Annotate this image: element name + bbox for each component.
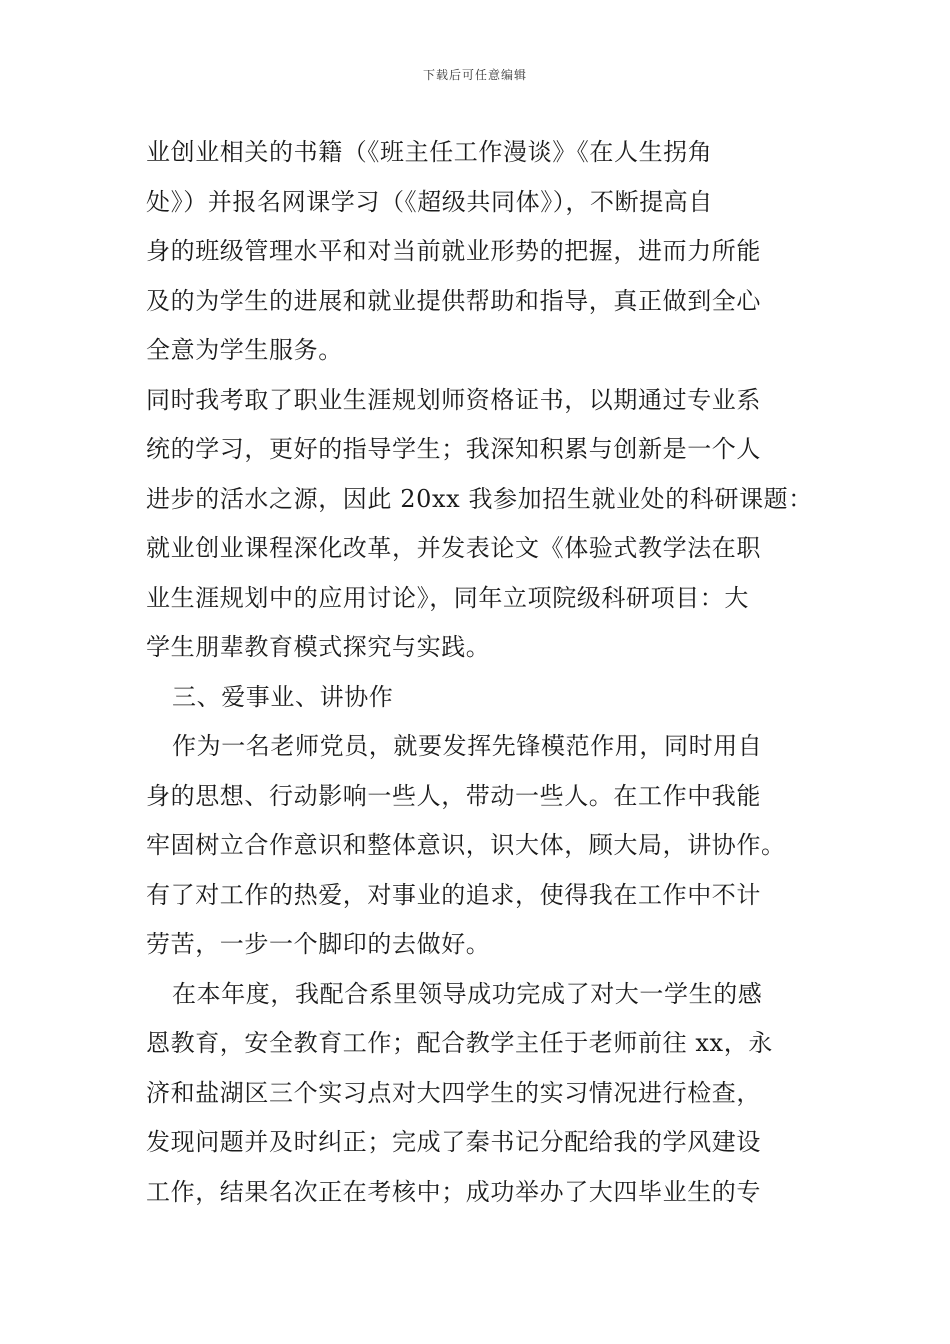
text-line: 及的为学生的进展和就业提供帮助和指导，真正做到全心: [146, 286, 761, 315]
text-line: 全意为学生服务。: [146, 336, 343, 364]
text-line: 工作，结果名次正在考核中；成功举办了大四毕业生的专: [146, 1177, 761, 1206]
text-line: 身的班级管理水平和对当前就业形势的把握，进而力所能: [146, 237, 761, 265]
text-line: 身的思想、行动影响一些人，带动一些人。在工作中我能: [146, 781, 761, 810]
text-line: 处》）并报名网课学习（《超级共同体》），不断提高自: [146, 187, 713, 216]
text-line: 三、爱事业、讲协作: [172, 682, 394, 711]
text-line: 统的学习，更好的指导学生；我深知积累与创新是一个人: [146, 435, 761, 463]
text-line: 劳苦，一步一个脚印的去做好。: [146, 930, 491, 958]
text-line: 作为一名老师党员，就要发挥先锋模范作用，同时用自: [172, 732, 763, 760]
text-line: 业生涯规划中的应用讨论》，同年立项院级科研项目：大: [146, 583, 749, 612]
text-line: 业创业相关的书籍（《班主任工作漫谈》《在人生拐角: [146, 138, 713, 166]
text-line: 学生朋辈教育模式探究与实践。: [146, 633, 491, 661]
text-line: 在本年度，我配合系里领导成功完成了对大一学生的感: [172, 979, 763, 1008]
text-line: 恩教育，安全教育工作；配合教学主任于老师前往 xx，永: [146, 1029, 773, 1057]
text-line: 济和盐湖区三个实习点对大四学生的实习情况进行检查，: [146, 1078, 761, 1107]
text-line: 就业创业课程深化改革，并发表论文《体验式教学法在职: [146, 534, 761, 562]
page-header: 下载后可任意编辑: [422, 68, 527, 82]
text-line: 同时我考取了职业生涯规划师资格证书，以期通过专业系: [146, 385, 761, 414]
text-line: 进步的活水之源，因此 20xx 我参加招生就业处的科研课题：: [146, 484, 813, 513]
text-line: 发现问题并及时纠正；完成了秦书记分配给我的学风建设: [146, 1128, 761, 1156]
text-line: 有了对工作的热爱，对事业的追求，使得我在工作中不计: [146, 880, 761, 909]
document-body: [146, 128, 826, 1217]
text-line: 牢固树立合作意识和整体意识，识大体，顾大局，讲协作。: [146, 831, 786, 859]
